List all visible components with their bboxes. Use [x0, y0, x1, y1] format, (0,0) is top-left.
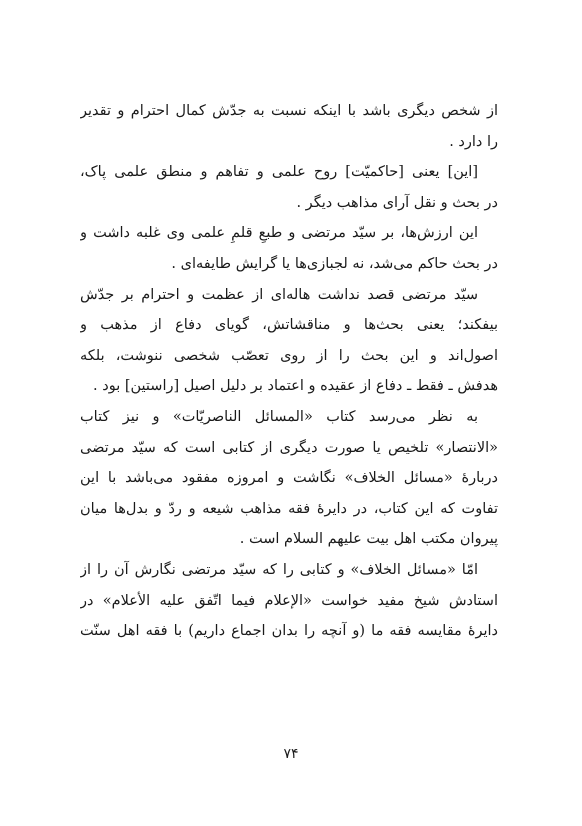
text-line: از شخص دیگری باشد با اینکه نسبت به جدّش کمال احترام و تقدیر [80, 103, 498, 119]
text-line: دایرهٔ مقایسه فقه ما (و آنچه را بدان اجماع داریم) با فقه اهل سنّت [80, 623, 498, 640]
text-line: پیروان مکتب اهل بیت علیهم السلام است . [239, 531, 498, 548]
text-line: «الانتصار» تلخیص یا صورت دیگری از کتابی است که سیّد مرتضی [80, 439, 498, 456]
text-line: امّا «مسائل الخلاف» و کتابی را که سیّد مرتضی نگارش آن را از [80, 561, 478, 578]
text-line: دربارهٔ «مسائل الخلاف» نگاشت و امروزه مفقود می‌باشد با این [80, 470, 498, 487]
text-line: در بحث و نقل آرای مذاهب دیگر . [296, 194, 498, 211]
text-line: بیفکند؛ یعنی بحث‌ها و مناقشاتش، گویای دفاع از مذهب و [80, 317, 498, 334]
text-line: این ارزش‌ها، بر سیّد مرتضی و طبعِ قلمِ علمی وی غلبه داشت و [80, 225, 478, 242]
text-line: تفاوت که این کتاب، در دایرهٔ فقه مذاهب شیعه و ردّ و بدل‌ها میان [80, 500, 498, 517]
text-line: را دارد . [449, 133, 498, 150]
text-line: سیّد مرتضی قصد نداشت هاله‌ای از عظمت و احترام بر جدّش [80, 286, 478, 303]
text-line: [این] یعنی [حاکمیّت] روح علمی و تفاهم و منطق علمی پاک، [80, 164, 478, 181]
text-line: در بحث حاکم می‌شد، نه لجبازی‌ها یا گرایش طایفه‌ای . [171, 255, 498, 272]
text-line: به نظر می‌رسد کتاب «المسائل الناصریّات» و نیز کتاب [80, 408, 478, 425]
text-line: هدفش ـ فقط ـ دفاع از عقیده و اعتماد بر دلیل اصیل [راستین] بود . [93, 378, 498, 395]
body-text [80, 96, 498, 647]
text-line: استادش شیخ مفید خواست «الإعلام فیما اتّفق علیه الأعلام» در [80, 592, 498, 609]
text-line: اصول‌اند و این بحث را از روی تعصّب شخصی ننوشت، بلکه [80, 347, 498, 364]
page-number: ۷۴ [283, 746, 299, 762]
